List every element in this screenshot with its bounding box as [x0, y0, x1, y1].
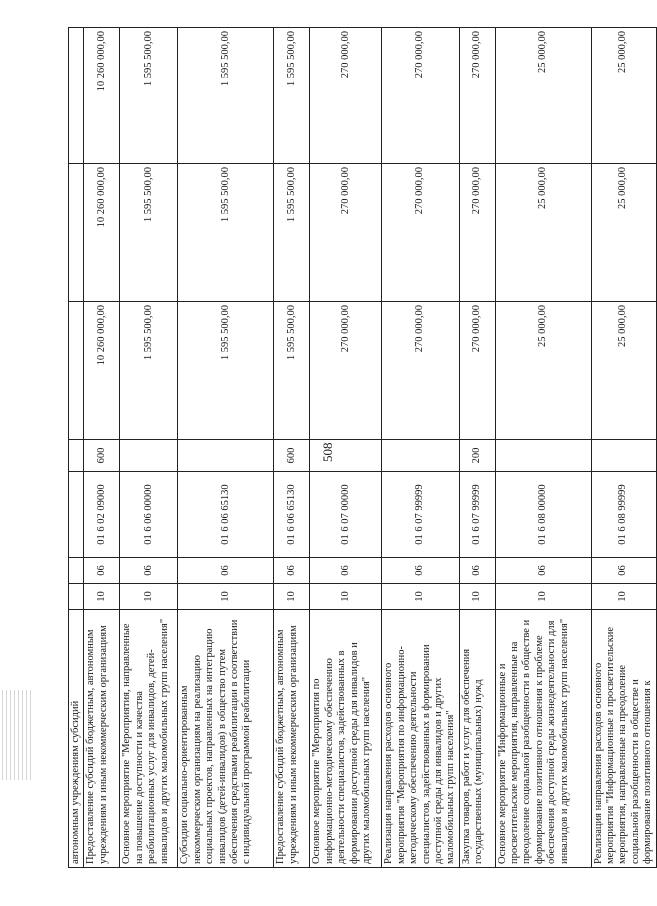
amount-cell-2: 1 595 500,00 [274, 164, 310, 302]
amount-cell-2 [69, 164, 84, 302]
target-article-cell: 01 6 02 09000 [84, 472, 120, 558]
subsection-code-cell: 06 [178, 558, 274, 584]
expense-type-cell [495, 440, 591, 472]
subsection-code-cell: 06 [274, 558, 310, 584]
amount-cell-1: 270 000,00 [310, 302, 382, 440]
expense-type-cell [382, 440, 459, 472]
expense-type-cell [69, 440, 84, 472]
row-name-cell: Предоставление субсидий бюджетным, автономным учреждениям и иным некоммерческим организациям [84, 610, 120, 868]
table-row [310, 28, 382, 868]
target-article-cell [69, 472, 84, 558]
target-article-cell: 01 6 08 99999 [591, 472, 656, 558]
amount-cell-2: 1 595 500,00 [120, 164, 178, 302]
expense-type-cell [120, 440, 178, 472]
amount-cell-2: 10 260 000,00 [84, 164, 120, 302]
amount-cell-3: 270 000,00 [459, 28, 495, 164]
table-row [382, 28, 459, 868]
table-row [69, 28, 84, 868]
amount-cell-1: 25 000,00 [591, 302, 656, 440]
amount-cell-1: 270 000,00 [382, 302, 459, 440]
section-code-cell: 10 [178, 584, 274, 610]
amount-cell-1: 10 260 000,00 [84, 302, 120, 440]
table-row [495, 28, 591, 868]
scan-artifact [2, 690, 32, 780]
target-article-cell: 01 6 06 00000 [120, 472, 178, 558]
amount-cell-2: 270 000,00 [382, 164, 459, 302]
amount-cell-3: 1 595 500,00 [274, 28, 310, 164]
budget-table [68, 27, 657, 868]
expense-type-cell [178, 440, 274, 472]
amount-cell-2: 1 595 500,00 [178, 164, 274, 302]
expense-type-cell [310, 440, 382, 472]
section-code-cell [69, 584, 84, 610]
table-row [459, 28, 495, 868]
section-code-cell: 10 [495, 584, 591, 610]
section-code-cell: 10 [274, 584, 310, 610]
row-name-cell: Закупка товаров, работ и услуг для обеспечения государственных (муниципальных) нужд [459, 610, 495, 868]
row-name-cell: Основное мероприятие "Мероприятия, направленные на повышение доступности и качества реабилитационных услуг для инвалидов, детей-инвалидов и других маломобильных групп населения" [120, 610, 178, 868]
amount-cell-1: 1 595 500,00 [120, 302, 178, 440]
row-name-cell: Субсидии социально-ориентированным некоммерческим организациям на реализацию социальных проектов, направленных на интеграцию инвалидов (детей-инвалидов) в общество путем обеспечения средствами реабилитации в соответствии с индивидуальной программой реабилитации [178, 610, 274, 868]
subsection-code-cell: 06 [382, 558, 459, 584]
amount-cell-2: 25 000,00 [591, 164, 656, 302]
amount-cell-3 [69, 28, 84, 164]
amount-cell-2: 270 000,00 [459, 164, 495, 302]
amount-cell-3: 270 000,00 [310, 28, 382, 164]
amount-cell-1: 270 000,00 [459, 302, 495, 440]
section-code-cell: 10 [591, 584, 656, 610]
target-article-cell: 01 6 08 00000 [495, 472, 591, 558]
row-name-cell: Предоставление субсидий бюджетным, автономным учреждениям и иным некоммерческим организациям [274, 610, 310, 868]
amount-cell-3: 1 595 500,00 [120, 28, 178, 164]
subsection-code-cell: 06 [84, 558, 120, 584]
row-name-cell: автономным учреждениям субсидий [69, 610, 84, 868]
subsection-code-cell [69, 558, 84, 584]
amount-cell-1: 1 595 500,00 [274, 302, 310, 440]
table-row [120, 28, 178, 868]
subsection-code-cell: 06 [459, 558, 495, 584]
expense-type-cell: 200 [459, 440, 495, 472]
amount-cell-3: 270 000,00 [382, 28, 459, 164]
subsection-code-cell: 06 [310, 558, 382, 584]
target-article-cell: 01 6 07 00000 [310, 472, 382, 558]
expense-type-cell: 600 [84, 440, 120, 472]
amount-cell-1: 25 000,00 [495, 302, 591, 440]
target-article-cell: 01 6 07 99999 [459, 472, 495, 558]
row-name-cell: Реализация направления расходов основного мероприятия "Информационные и просветительские мероприятия, направленные на преодоление социальной разобщенности в обществе и формирование позитивного отношения к [591, 610, 656, 868]
table-row [84, 28, 120, 868]
section-code-cell: 10 [84, 584, 120, 610]
amount-cell-1 [69, 302, 84, 440]
table-row [274, 28, 310, 868]
section-code-cell: 10 [459, 584, 495, 610]
row-name-cell: Основное мероприятие "Информационные и просветительские мероприятия, направленные на преодоление социальной разобщенности в обществе и формирование позитивного отношения к проблеме обеспечения доступной среды жизнедеятельности для инвалидов и других маломобильных групп населения" [495, 610, 591, 868]
target-article-cell: 01 6 06 65130 [274, 472, 310, 558]
subsection-code-cell: 06 [120, 558, 178, 584]
subsection-code-cell: 06 [495, 558, 591, 584]
page-number: 508 [320, 442, 335, 462]
section-code-cell: 10 [382, 584, 459, 610]
amount-cell-3: 10 260 000,00 [84, 28, 120, 164]
amount-cell-3: 25 000,00 [591, 28, 656, 164]
amount-cell-3: 1 595 500,00 [178, 28, 274, 164]
amount-cell-1: 1 595 500,00 [178, 302, 274, 440]
amount-cell-2: 25 000,00 [495, 164, 591, 302]
expense-type-cell: 600 [274, 440, 310, 472]
expense-type-cell [591, 440, 656, 472]
amount-cell-3: 25 000,00 [495, 28, 591, 164]
table-row [591, 28, 656, 868]
section-code-cell: 10 [310, 584, 382, 610]
row-name-cell: Основное мероприятие "Мероприятия по информационно-методическому обеспечению деятельности специалистов, задействованных в формировании доступной среды для инвалидов и других маломобильных групп населения" [310, 610, 382, 868]
target-article-cell: 01 6 06 65130 [178, 472, 274, 558]
amount-cell-2: 270 000,00 [310, 164, 382, 302]
subsection-code-cell: 06 [591, 558, 656, 584]
section-code-cell: 10 [120, 584, 178, 610]
budget-table-container [68, 28, 654, 868]
row-name-cell: Реализация направления расходов основного мероприятия "Мероприятия по информационно-методическому обеспечению деятельности специалистов, задействованных в формировании доступной среды для инвалидов и других маломобильных групп населения" [382, 610, 459, 868]
table-row [178, 28, 274, 868]
target-article-cell: 01 6 07 99999 [382, 472, 459, 558]
